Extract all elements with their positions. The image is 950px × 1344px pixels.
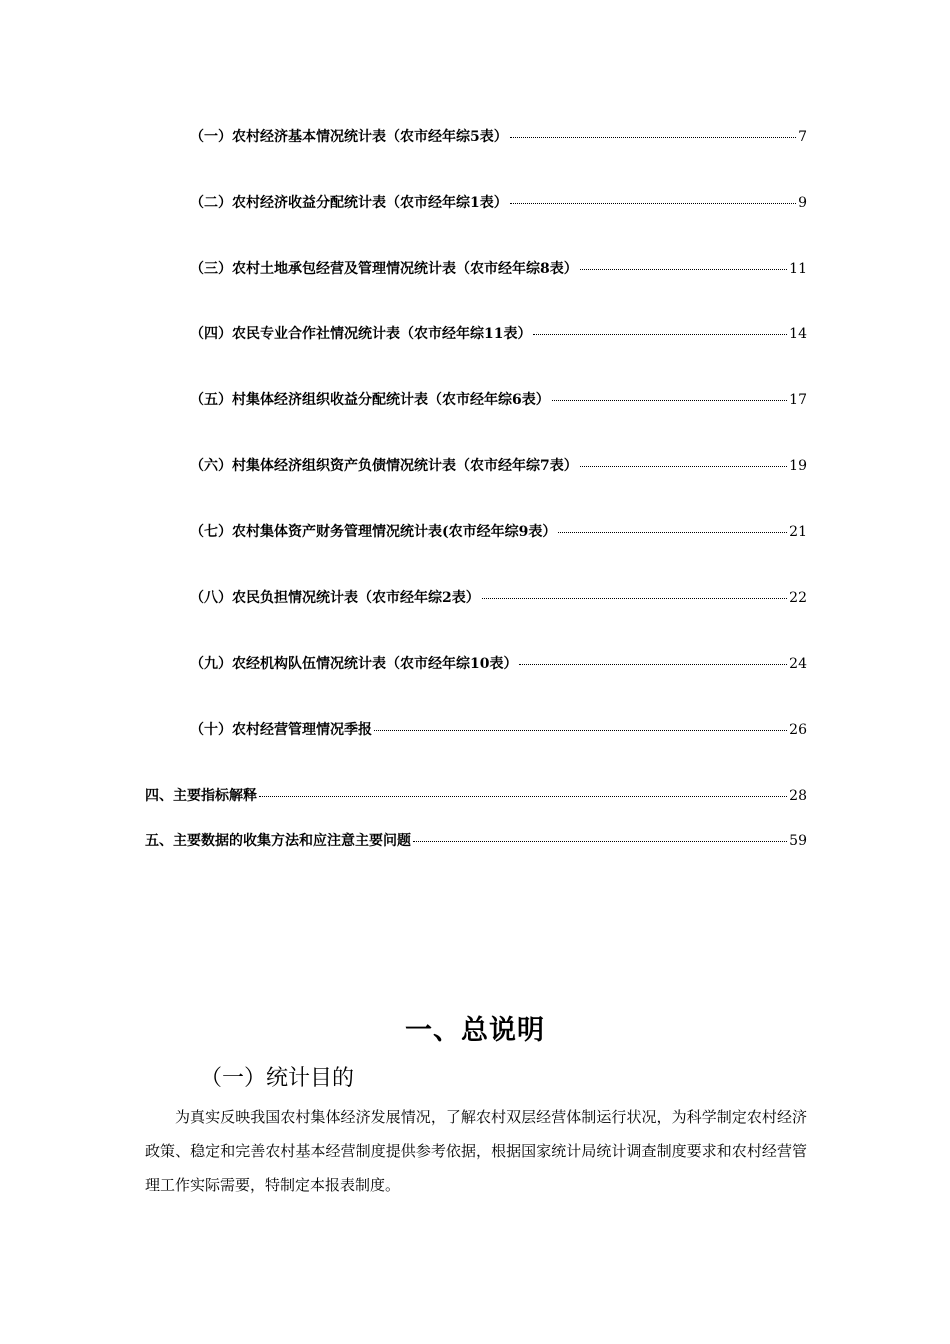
toc-entry-title: （七）农村集体资产财务管理情况统计表(农市经年综9表） bbox=[190, 524, 557, 540]
toc-entry[interactable] bbox=[190, 721, 807, 739]
toc-entry-title: （十）农村经营管理情况季报 bbox=[190, 722, 372, 738]
toc-entry-title: （九）农经机构队伍情况统计表（农市经年综10表） bbox=[190, 656, 518, 672]
toc-entry-title: （三）农村土地承包经营及管理情况统计表（农市经年综8表） bbox=[190, 261, 578, 277]
toc-page-number: 7 bbox=[798, 129, 807, 145]
toc-leader bbox=[510, 137, 796, 138]
toc-entry-title: （六）村集体经济组织资产负债情况统计表（农市经年综7表） bbox=[190, 458, 578, 474]
toc-entry[interactable] bbox=[190, 194, 807, 212]
toc-leader bbox=[580, 466, 787, 467]
toc-entry-title: （一）农村经济基本情况统计表（农市经年综5表） bbox=[190, 129, 508, 145]
toc-entry[interactable] bbox=[145, 787, 807, 805]
toc-entry-title: （二）农村经济收益分配统计表（农市经年综1表） bbox=[190, 195, 508, 211]
toc-page-number: 11 bbox=[789, 261, 807, 277]
toc-leader bbox=[374, 730, 787, 731]
toc-leader bbox=[510, 203, 796, 204]
toc-page-number: 19 bbox=[789, 458, 807, 474]
toc-entry-title: （五）村集体经济组织收益分配统计表（农市经年综6表） bbox=[190, 392, 550, 408]
toc-entry[interactable] bbox=[190, 589, 807, 607]
toc-entry-title: （八）农民负担情况统计表（农市经年综2表） bbox=[190, 590, 480, 606]
toc-page-number: 59 bbox=[789, 833, 807, 849]
section-title: 一、总说明 bbox=[405, 1015, 545, 1046]
toc-entry-title: 四、主要指标解释 bbox=[145, 788, 257, 804]
toc-page-number: 28 bbox=[789, 788, 807, 804]
toc-entry[interactable] bbox=[190, 325, 807, 343]
toc-leader bbox=[552, 400, 787, 401]
toc-leader bbox=[558, 532, 787, 533]
toc-page-number: 24 bbox=[789, 656, 807, 672]
toc-page-number: 17 bbox=[789, 392, 807, 408]
toc-page-number: 22 bbox=[789, 590, 807, 606]
toc-entry[interactable] bbox=[190, 391, 807, 409]
toc-entry-title: 五、主要数据的收集方法和应注意主要问题 bbox=[145, 833, 411, 849]
toc-page-number: 26 bbox=[789, 722, 807, 738]
toc-leader bbox=[259, 796, 787, 797]
section-subtitle: （一）统计目的 bbox=[200, 1066, 355, 1091]
toc-entry[interactable] bbox=[190, 128, 807, 146]
body-paragraph: 为真实反映我国农村集体经济发展情况，了解农村双层经营体制运行状况，为科学制定农村经济政策、稳定和完善农村基本经营制度提供参考依据，根据国家统计局统计调查制度要求和农村经营管理工作实际需要，特制定本报表制度。 bbox=[145, 1108, 807, 1194]
toc-page-number: 14 bbox=[789, 326, 807, 342]
toc-entry[interactable] bbox=[190, 457, 807, 475]
toc-entry[interactable] bbox=[190, 655, 807, 673]
toc-entry-title: （四）农民专业合作社情况统计表（农市经年综11表） bbox=[190, 326, 532, 342]
toc-leader bbox=[580, 269, 787, 270]
toc-entry[interactable] bbox=[145, 832, 807, 850]
toc-page-number: 9 bbox=[798, 195, 807, 211]
toc-leader bbox=[519, 664, 787, 665]
toc-entry[interactable] bbox=[190, 523, 807, 541]
toc-page-number: 21 bbox=[789, 524, 807, 540]
toc-entry[interactable] bbox=[190, 260, 807, 278]
toc-leader bbox=[482, 598, 787, 599]
toc-leader bbox=[533, 334, 787, 335]
toc-leader bbox=[413, 841, 787, 842]
